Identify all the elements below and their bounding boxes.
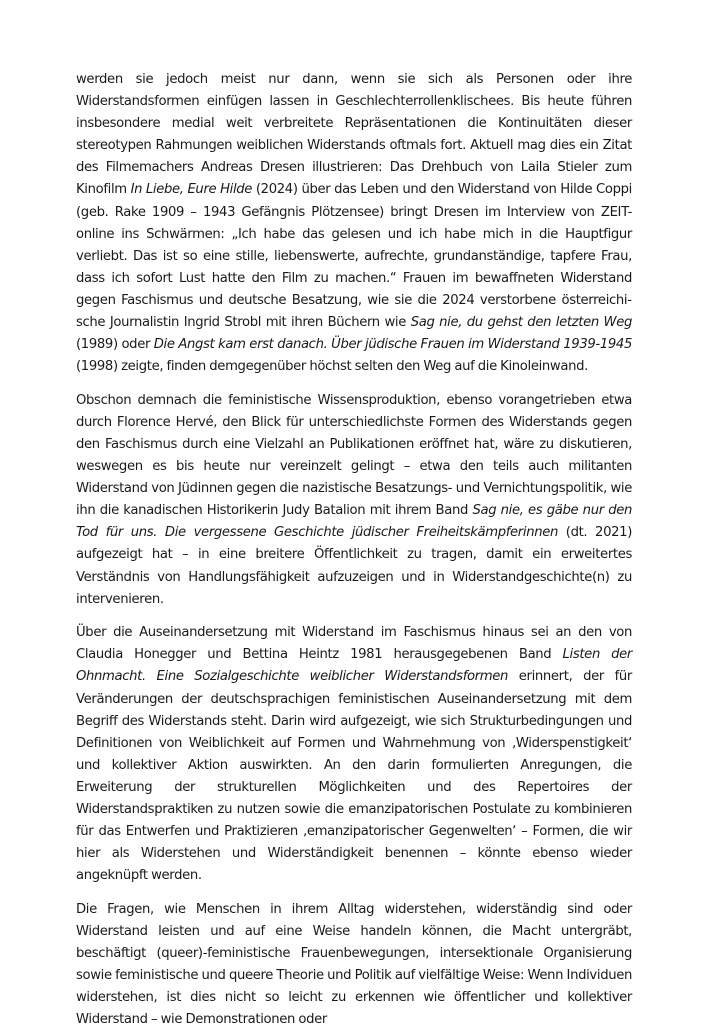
book-title: Sag nie, es gäbe nur den Tod für uns. Die vergessene Geschichte jüdischer Freiheitskämpferinnen bbox=[76, 503, 632, 541]
text-run: erinnert, der für Veränderungen der deutschsprachigen feministischen Auseinandersetzung mit dem Begriff des Widerstands steht. Darin wird aufgezeigt, wie sich Strukturbedingungen und Definitionen von Weiblichkeit auf Formen und Wahrnehmung von ‚Widerspenstigkeit‘ und kollektiver Aktion auswirkten. An den darin formulierten Anregungen, die Erweiterung der strukturellen Möglichkeiten und des Repertoires der Widerstandspraktiken zu nutzen sowie die emanzipatorischen Postulate zu kombinieren für das Entwerfen und Praktizieren ‚emanzipatorischer Gegenwelten‘ – Formen, die wir hier als Widerstehen und Widerständigkeit benennen – könnte ebenso wieder angeknüpft werden. bbox=[76, 669, 632, 884]
paragraph-3 bbox=[76, 622, 632, 887]
text-run: (1989) oder bbox=[76, 337, 154, 353]
book-title: Sag nie, du gehst den letzten Weg bbox=[410, 315, 632, 331]
text-run: Obschon demnach die feministische Wissensproduktion, ebenso vorangetrieben etwa durch Florence Hervé, den Blick für unterschiedlichste Formen des Widerstands gegen den Faschismus durch eine Vielzahl an Publikationen eröffnet hat, wäre zu diskutieren, weswegen es bis heute nur vereinzelt gelingt – etwa den teils auch militanten Widerstand von Jüdinnen gegen die nazistische Besatzungs- und Vernichtungspolitik, wie ihn die kanadischen Historikerin Judy Batalion mit ihrem Band bbox=[76, 392, 632, 519]
text-run: (dt. 2021) aufgezeigt hat – in eine breitere Öffentlichkeit zu tragen, damit ein erweitertes Verständnis von Handlungsfähigkeit aufzuzeigen und in Widerstandgeschichte(n) zu intervenieren. bbox=[76, 525, 632, 607]
text-run: werden sie jedoch meist nur dann, wenn sie sich als Personen oder ihre Widerstandsformen einfügen lassen in Geschlechterrollenklischees. Bis heute führen insbesondere medial weit verbreitete Repräsentationen die Kontinuitäten dieser stereotypen Rahmungen weiblichen Widerstands oftmals fort. Aktuell mag dies ein Zitat des Filmemachers Andreas Dresen illustrieren: Das Drehbuch von Laila Stieler zum Kinofilm bbox=[76, 72, 632, 198]
book-title: Listen der Ohnmacht. Eine Sozialgeschichte weiblicher Widerstandsformen bbox=[76, 647, 633, 685]
text-run: (1998) zeigte, finden demgegenüber höchst selten den Weg auf die Kinoleinwand. bbox=[76, 359, 588, 375]
paragraph-4 bbox=[76, 899, 632, 1031]
text-run: Die Fragen, wie Menschen in ihrem Alltag widerstehen, widerständig sind oder Widerstand leisten und auf eine Weise handeln können, die Macht untergräbt, beschäftigt (queer)-feministische Frauenbewegungen, intersektionale Organisierung sowie feministische und queere Theorie und Politik auf vielfältige Weise: Wenn Individuen widerstehen, ist dies nicht so leicht zu erkennen wie öffentlicher und kollektiver Widerstand – wie Demonstrationen oder bbox=[76, 901, 632, 1028]
text-run: Über die Auseinandersetzung mit Widerstand im Faschismus hinaus sei an den von Claudia Honegger und Bettina Heintz 1981 herausgegebenen Band bbox=[76, 625, 632, 663]
book-title: Die Angst kam erst danach. Über jüdische Frauen im Widerstand 1939-1945 bbox=[153, 337, 633, 353]
film-title: In Liebe, Eure Hilde bbox=[130, 182, 253, 198]
document-page bbox=[76, 69, 632, 1031]
paragraph-2 bbox=[76, 390, 632, 611]
text-run: (2024) über das Leben und den Widerstand von Hilde Coppi (geb. Rake 1909 – 1943 Gefängnis Plötzensee) bringt Dresen im Interview von ZEIT-online ins Schwärmen: „Ich habe das gelesen und ich habe mich in die Hauptfigur verliebt. Das ist so eine stille, liebenswerte, aufrechte, grundanständige, tapfere Frau, dass ich sofort Lust hatte den Film zu machen.“ Frauen im bewaffneten Widerstand gegen Faschismus und deutsche Besatzung, wie sie die 2024 verstorbene österreichische Journalistin Ingrid Strobl mit ihren Büchern wie bbox=[76, 182, 632, 331]
paragraph-1 bbox=[76, 69, 632, 378]
